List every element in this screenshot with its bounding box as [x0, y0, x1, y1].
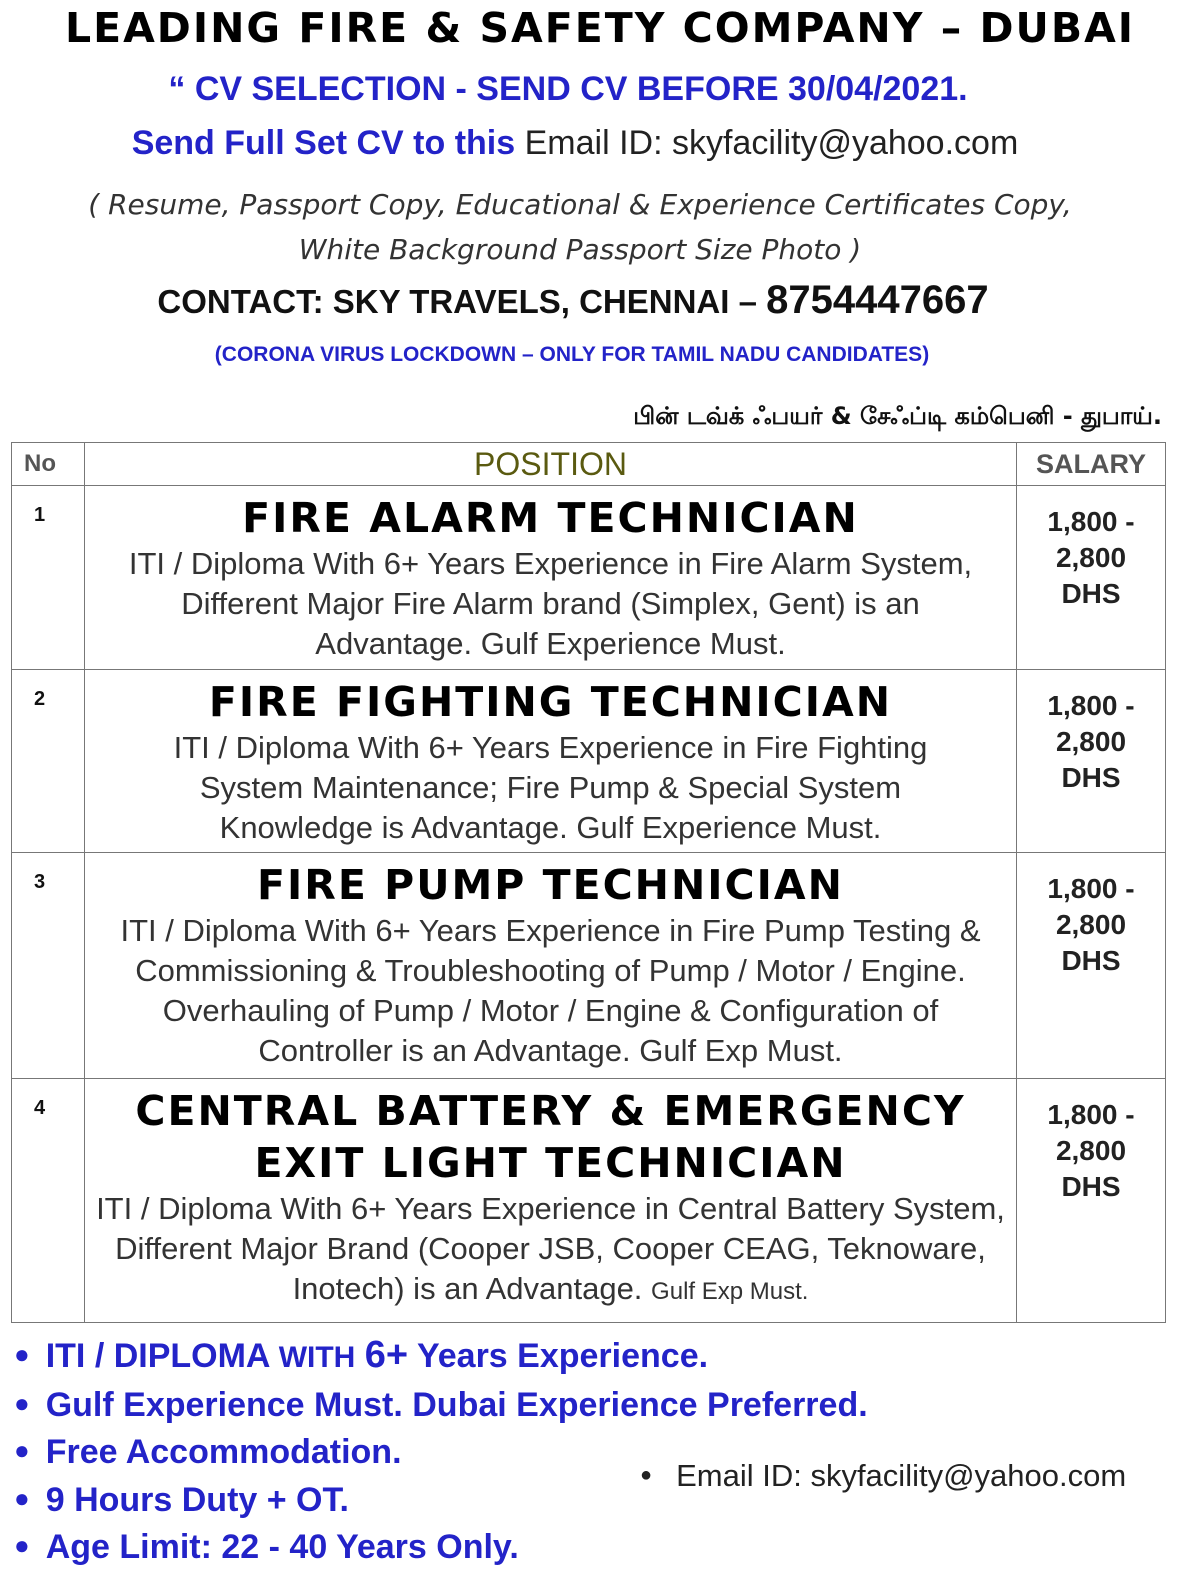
- bullet-text: Gulf Experience Must. Dubai Experience Preferred.: [45, 1385, 868, 1424]
- bullet-text-suffix: Years Experience.: [416, 1337, 709, 1375]
- bullet-icon: ●: [14, 1387, 30, 1418]
- job-description: [95, 1189, 1006, 1312]
- salary-unit: DHS: [1061, 762, 1121, 793]
- send-cv-email: Email ID: skyfacility@yahoo.com: [524, 124, 1019, 162]
- salary-cell: [1017, 486, 1166, 670]
- job-description: ITI / Diploma With 6+ Years Experience in Fire Fighting System Maintenance; Fire Pump & Special System Knowledge is Advantage. Gulf Experience Must.: [173, 730, 928, 845]
- salary-range: 1,800 - 2,800: [1047, 690, 1135, 757]
- row-number: 1: [12, 486, 85, 670]
- bullet-icon: ●: [14, 1435, 30, 1465]
- bullet-text-with: WITH: [278, 1341, 356, 1374]
- job-description-note: Gulf Exp Must.: [651, 1278, 809, 1305]
- job-description: ITI / Diploma With 6+ Years Experience in Fire Pump Testing & Commissioning & Troubleshooting of Pump / Motor / Engine. Overhauling of Pump / Motor / Engine & Configuration of Controller is an Advantage. Gulf Exp Must.: [120, 913, 981, 1068]
- row-number: 3: [12, 853, 85, 1079]
- table-row: [12, 1079, 1166, 1323]
- requirements-list: [14, 1332, 868, 1571]
- job-title: FIRE ALARM TECHNICIAN: [242, 494, 859, 542]
- job-title: FIRE PUMP TECHNICIAN: [257, 861, 844, 909]
- row-number: 2: [12, 670, 85, 853]
- salary-unit: DHS: [1061, 578, 1121, 609]
- send-cv-line: [0, 124, 1150, 163]
- send-cv-prefix: Send Full Set CV to this: [131, 124, 516, 162]
- list-item: [14, 1523, 868, 1571]
- contact-phone: 8754447667: [766, 278, 989, 322]
- list-item: [14, 1381, 868, 1429]
- table-row: [12, 486, 1166, 670]
- tamil-title: பின் டவ்க் ஃபயர் & சேஃப்டி கம்பெனி - துபாய்.: [633, 402, 1162, 430]
- salary-cell: [1017, 853, 1166, 1079]
- table-row: [12, 670, 1166, 853]
- cv-selection-deadline: “ CV SELECTION - SEND CV BEFORE 30/04/2021.: [168, 70, 968, 108]
- bullet-text: 9 Hours Duty + OT.: [45, 1480, 349, 1519]
- position-cell: [85, 670, 1017, 853]
- jobs-table: [11, 442, 1166, 1323]
- header-no: No: [12, 443, 85, 486]
- position-cell: [85, 486, 1017, 670]
- bullet-text: Free Accommodation.: [45, 1433, 402, 1471]
- table-row: [12, 853, 1166, 1079]
- contact-label: CONTACT: SKY TRAVELS, CHENNAI –: [157, 283, 757, 320]
- documents-line-1: ( Resume, Passport Copy, Educational & Experience Certificates Copy,: [88, 188, 1072, 221]
- table-header-row: [12, 443, 1166, 486]
- footer-email-text: Email ID: skyfacility@yahoo.com: [676, 1458, 1127, 1493]
- job-description-main: ITI / Diploma With 6+ Years Experience in Central Battery System, Different Major Brand (Cooper JSB, Cooper CEAG, Teknoware, Inotech) is an Advantage.: [96, 1191, 1005, 1306]
- corona-note: (CORONA VIRUS LOCKDOWN – ONLY FOR TAMIL NADU CANDIDATES): [214, 343, 930, 366]
- bullet-icon: ●: [14, 1530, 30, 1560]
- salary-range: 1,800 - 2,800: [1047, 1099, 1135, 1166]
- header-position: POSITION: [85, 443, 1017, 486]
- header-salary: SALARY: [1017, 443, 1166, 486]
- bullet-text: ITI / DIPLOMA: [45, 1337, 270, 1375]
- position-cell: [85, 853, 1017, 1079]
- salary-cell: [1017, 670, 1166, 853]
- job-description: ITI / Diploma With 6+ Years Experience in Fire Alarm System, Different Major Fire Alarm brand (Simplex, Gent) is an Advantage. Gulf Experience Must.: [128, 546, 973, 661]
- required-documents: [0, 182, 1160, 272]
- salary-range: 1,800 - 2,800: [1047, 873, 1135, 940]
- bullet-icon: ●: [640, 1464, 653, 1486]
- salary-range: 1,800 - 2,800: [1047, 506, 1135, 573]
- bullet-icon: ●: [14, 1482, 30, 1513]
- job-title: FIRE FIGHTING TECHNICIAN: [208, 678, 893, 726]
- job-title: CENTRAL BATTERY & EMERGENCY EXIT LIGHT TECHNICIAN: [135, 1087, 966, 1187]
- contact-line: [0, 278, 1146, 323]
- row-number: 4: [12, 1079, 85, 1323]
- salary-unit: DHS: [1061, 1171, 1121, 1202]
- documents-line-2: White Background Passport Size Photo ): [298, 233, 862, 266]
- footer-email: [640, 1458, 1126, 1494]
- page-title: LEADING FIRE & SAFETY COMPANY – DUBAI: [64, 4, 1136, 52]
- salary-cell: [1017, 1079, 1166, 1323]
- bullet-text: Age Limit: 22 - 40 Years Only.: [45, 1528, 519, 1566]
- position-cell: [85, 1079, 1017, 1323]
- bullet-icon: ●: [14, 1339, 30, 1369]
- bullet-text-years: 6+: [364, 1334, 409, 1376]
- salary-unit: DHS: [1061, 945, 1121, 976]
- list-item: [14, 1332, 868, 1381]
